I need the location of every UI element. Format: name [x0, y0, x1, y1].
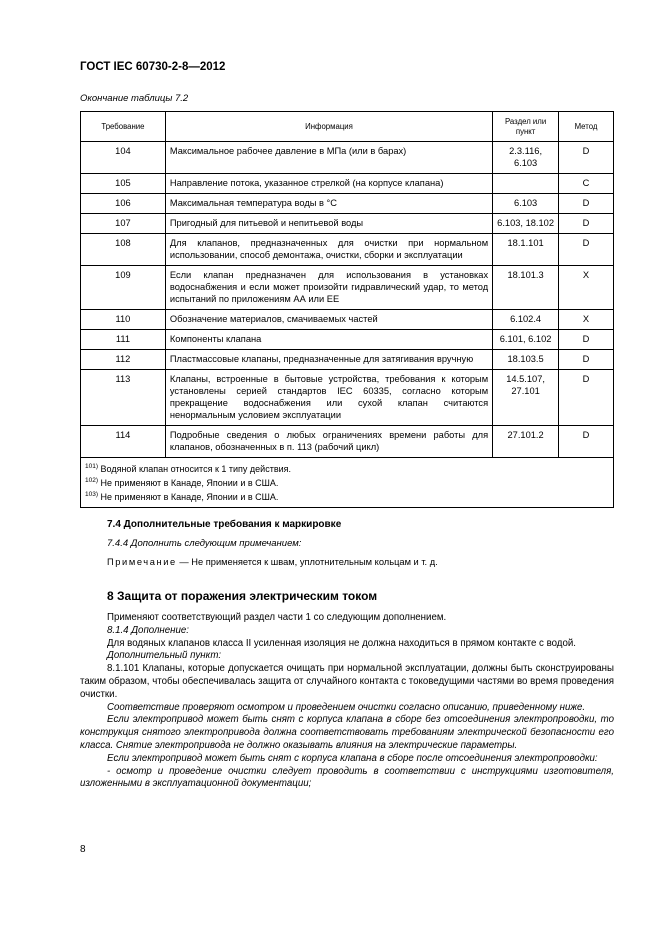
information-cell: Пригодный для питьевой и непитьевой воды: [165, 214, 492, 234]
method-cell: D: [559, 142, 614, 174]
requirement-cell: 111: [81, 330, 166, 350]
footnote-mark: 101): [85, 463, 99, 470]
paragraph: Если электропривод может быть снят с корпуса клапана в сборе без отсоединения электропроводки, то конструкция снятого электропривода должна соответствовать требованиям электрической безопасности его класса. Снятие электропривода не должно оказывать влияния на электрические параметры.: [80, 714, 614, 751]
requirement-cell: 109: [81, 266, 166, 310]
header-information: Информация: [165, 112, 492, 142]
section-cell: 6.102.4: [493, 310, 559, 330]
footnote-text: Водяной клапан относится к 1 типу действия.: [100, 464, 291, 474]
requirement-cell: 112: [81, 350, 166, 370]
table-row: [81, 174, 614, 194]
section-cell: 6.103, 18.102: [493, 214, 559, 234]
table-footnotes-row: [81, 458, 614, 508]
method-cell: D: [559, 426, 614, 458]
footnote-mark: 102): [85, 477, 99, 484]
paragraph: 8.1.4 Дополнение:: [107, 624, 189, 636]
section-8-heading: 8 Защита от поражения электрическим током: [107, 589, 378, 603]
paragraph: - осмотр и проведение очистки следует проводить в соответствии с инструкциями изготовителя, изложенными в эксплуатационной документации;: [80, 765, 614, 790]
table-row: [81, 426, 614, 458]
requirement-cell: 108: [81, 234, 166, 266]
method-cell: D: [559, 350, 614, 370]
method-cell: D: [559, 234, 614, 266]
section-cell: 6.101, 6.102: [493, 330, 559, 350]
method-cell: D: [559, 370, 614, 426]
requirement-cell: 105: [81, 174, 166, 194]
method-cell: C: [559, 174, 614, 194]
paragraph: 8.1.101 Клапаны, которые допускается очищать при нормальной эксплуатации, должны быть сконструированы таким образом, чтобы обеспечивалась защита от случайного контакта с токоведущими частями во время проведения очистки.: [80, 663, 614, 700]
section-cell: 6.103: [493, 194, 559, 214]
note-label: Примечание: [107, 557, 177, 567]
method-cell: D: [559, 214, 614, 234]
paragraph: Применяют соответствующий раздел части 1 со следующим дополнением.: [107, 612, 447, 623]
section-cell: 18.103.5: [493, 350, 559, 370]
section-cell: 2.3.116, 6.103: [493, 142, 559, 174]
section-8-body: [80, 612, 614, 791]
paragraph: Соответствие проверяют осмотром и проведением очистки согласно описанию, приведенному ниже.: [107, 701, 586, 713]
section-cell: 18.1.101: [493, 234, 559, 266]
note-text: — Не применяется к швам, уплотнительным кольцам и т. д.: [176, 557, 438, 567]
table-row: [81, 330, 614, 350]
footnote: [85, 461, 609, 475]
table-row: [81, 350, 614, 370]
section-7-4-heading: 7.4 Дополнительные требования к маркировке: [107, 519, 342, 530]
section-cell: [493, 174, 559, 194]
requirement-cell: 110: [81, 310, 166, 330]
header-method: Метод: [559, 112, 614, 142]
clause-7-4-4-note: [107, 557, 438, 567]
footnote-mark: 103): [85, 491, 99, 498]
table-row: [81, 310, 614, 330]
table-row: [81, 142, 614, 174]
paragraph: Для водяных клапанов класса II усиленная изоляция не должна находиться в прямом контакте с водой.: [107, 637, 576, 649]
information-cell: Подробные сведения о любых ограничениях времени работы для клапанов, обозначенных в п. 113 (рабочий цикл): [165, 426, 492, 458]
table-caption: Окончание таблицы 7.2: [80, 93, 189, 104]
section-cell: 14.5.107, 27.101: [493, 370, 559, 426]
clause-7-4-4: 7.4.4 Дополнить следующим примечанием:: [107, 538, 302, 549]
footnote-text: Не применяют в Канаде, Японии и в США.: [100, 492, 279, 502]
table-footnotes: [81, 458, 614, 508]
requirement-cell: 113: [81, 370, 166, 426]
information-cell: Максимальное рабочее давление в МПа (или в барах): [165, 142, 492, 174]
requirement-cell: 106: [81, 194, 166, 214]
paragraph: Дополнительный пункт:: [107, 650, 222, 662]
method-cell: X: [559, 310, 614, 330]
method-cell: D: [559, 194, 614, 214]
table-row: [81, 234, 614, 266]
information-cell: Клапаны, встроенные в бытовые устройства, требования к которым установлены серией стандартов IEC 60335, согласно которым прекращение водоснабжения или сухой клапан считаются ненормальным условием эксплуатации: [165, 370, 492, 426]
requirement-cell: 114: [81, 426, 166, 458]
header-section: Раздел или пункт: [493, 112, 559, 142]
section-cell: 18.101.3: [493, 266, 559, 310]
footnote-text: Не применяют в Канаде, Японии и в США.: [100, 478, 279, 488]
information-cell: Обозначение материалов, смачиваемых частей: [165, 310, 492, 330]
footnote: [85, 489, 609, 503]
method-cell: X: [559, 266, 614, 310]
information-cell: Компоненты клапана: [165, 330, 492, 350]
footnote: [85, 475, 609, 489]
table-row: [81, 214, 614, 234]
requirement-cell: 104: [81, 142, 166, 174]
table-row: [81, 370, 614, 426]
header-requirement: Требование: [81, 112, 166, 142]
section-cell: 27.101.2: [493, 426, 559, 458]
table-row: [81, 266, 614, 310]
table-row: [81, 194, 614, 214]
marking-requirements-table: [80, 111, 614, 508]
paragraph: Если электропривод может быть снят с корпуса клапана в сборе после отсоединения электропроводки:: [107, 752, 598, 764]
requirement-cell: 107: [81, 214, 166, 234]
method-cell: D: [559, 330, 614, 350]
information-cell: Пластмассовые клапаны, предназначенные для затягивания вручную: [165, 350, 492, 370]
page-number: 8: [80, 844, 86, 855]
information-cell: Максимальная температура воды в °C: [165, 194, 492, 214]
information-cell: Если клапан предназначен для использования в установках водоснабжения и если может произойти гидравлический удар, то метод испытаний по приложениям АА или ЕЕ: [165, 266, 492, 310]
standard-designation: ГОСТ IEC 60730-2-8—2012: [80, 61, 226, 73]
information-cell: Для клапанов, предназначенных для очистки при нормальном использовании, способ демонтажа, очистки, сборки и эксплуатации: [165, 234, 492, 266]
table-header-row: [81, 112, 614, 142]
information-cell: Направление потока, указанное стрелкой (на корпусе клапана): [165, 174, 492, 194]
